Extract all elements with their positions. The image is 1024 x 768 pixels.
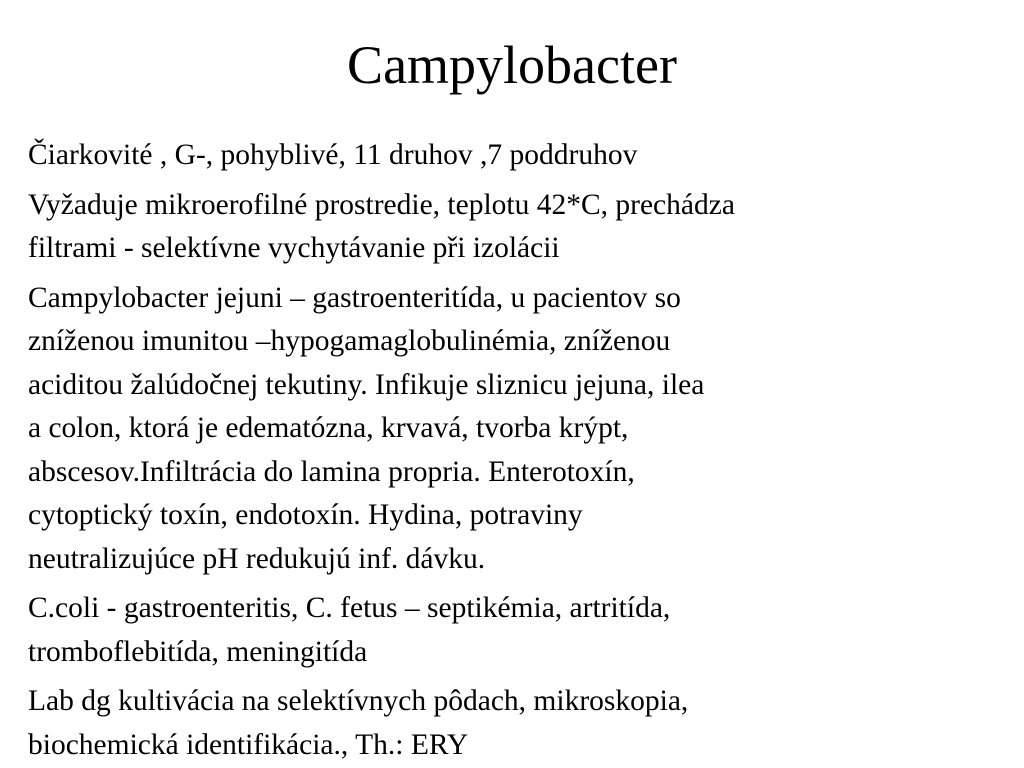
bullet-line: tromboflebitída, meningitída: [28, 635, 368, 668]
bullet-line: Čiarkovité , G-, pohyblivé, 11 druhov ,7 poddruhov: [28, 139, 638, 171]
bullet-line: Lab dg kultivácia na selektívnych pôdach, mikroskopia,: [28, 685, 689, 717]
bullet-line: abscesov.Infiltrácia do lamina propria. Enterotoxín,: [28, 455, 635, 488]
bullet-line: Vyžaduje mikroerofilné prostredie, teplotu 42*C, prechádza: [28, 188, 735, 221]
bullet-line: cytoptický toxín, endotoxín. Hydina, potraviny: [28, 499, 583, 531]
bullet-line: Campylobacter jejuni – gastroenteritída, u pacientov so: [28, 281, 681, 314]
bullet-item: [28, 277, 998, 582]
bullet-line: aciditou žalúdočnej tekutiny. Infikuje sliznicu jejuna, ilea: [28, 368, 705, 401]
bullet-item: [28, 184, 998, 271]
bullet-item: [28, 134, 998, 178]
bullet-item: [28, 680, 998, 767]
bullet-line: C.coli - gastroenteritis, C. fetus – septikémia, artritída,: [28, 592, 671, 624]
bullet-item: [28, 587, 998, 674]
slide-title: Campylobacter: [347, 35, 677, 95]
bullet-line: zníženou imunitou –hypogamaglobulinémia, zníženou: [28, 325, 671, 357]
bullet-line: a colon, ktorá je edematózna, krvavá, tvorba krýpt,: [28, 412, 629, 444]
bullet-list: [28, 134, 998, 768]
bullet-line: filtrami - selektívne vychytávanie při izolácii: [28, 232, 560, 264]
bullet-line: biochemická identifikácia., Th.: ERY: [28, 728, 469, 761]
bullet-line: neutralizujúce pH redukujú inf. dávku.: [28, 542, 486, 575]
